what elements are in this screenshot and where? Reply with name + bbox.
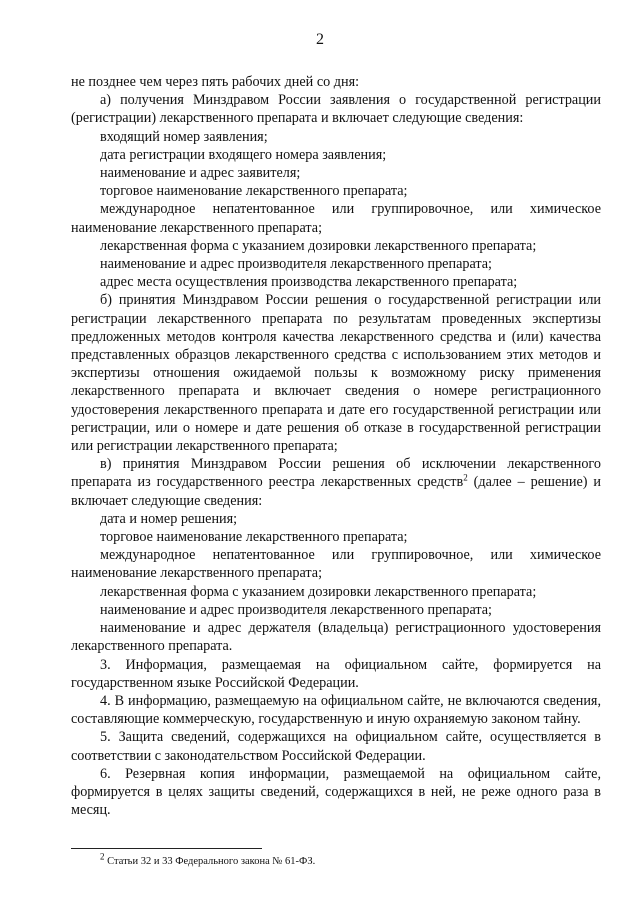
- paragraph-text: торговое наименование лекарственного препарата;: [100, 529, 408, 546]
- paragraph: [71, 455, 601, 510]
- paragraph: [71, 128, 601, 146]
- paragraph-text: наименование и адрес заявителя;: [100, 165, 301, 182]
- paragraph: [71, 237, 601, 255]
- paragraph-text: дата регистрации входящего номера заявления;: [100, 146, 387, 163]
- paragraph-text-continued: (далее – решение) и включает следующие сведения:: [71, 474, 602, 509]
- paragraph: [71, 619, 601, 655]
- paragraph: [71, 656, 601, 692]
- paragraph-text: международное непатентованное или группировочное, или химическое наименование лекарственного препарата;: [71, 201, 601, 236]
- paragraph: [71, 692, 601, 728]
- footnote-separator: [71, 848, 262, 849]
- paragraph: [71, 200, 601, 236]
- paragraph: [71, 91, 601, 127]
- paragraph: [71, 255, 601, 273]
- paragraph: [71, 510, 601, 528]
- paragraph-text: международное непатентованное или группировочное, или химическое наименование лекарственного препарата;: [71, 547, 601, 582]
- paragraph-text: наименование и адрес производителя лекарственного препарата;: [100, 601, 492, 618]
- paragraph: [71, 73, 601, 91]
- paragraph-text: входящий номер заявления;: [100, 128, 268, 145]
- paragraph-text: а) получения Минздравом России заявления о государственной регистрации (регистрации) лекарственного препарата и включает следующие сведения:: [71, 92, 601, 127]
- paragraph: [71, 601, 601, 619]
- document-body: [71, 73, 601, 819]
- paragraph-text: лекарственная форма с указанием дозировки лекарственного препарата;: [100, 237, 537, 254]
- paragraph: [71, 765, 601, 820]
- footnote-text: Статьи 32 и 33 Федерального закона № 61-ФЗ.: [104, 856, 316, 867]
- paragraph-text: б) принятия Минздравом России решения о государственной регистрации или регистрации лекарственного препарата по результатам проведенных экспертизы предложенных методов контроля качества лекарственного средства и (или) качества представленных образцов лекарственного средства с использованием этих методов и экспертизы отношения ожидаемой пользы к возможному риску применения лекарственного препарата и включает сведения о номере регистрационного удостоверения лекарственного препарата и дате его государственной регистрации или регистрации, или о номере и дате решения об отказе в государственной регистрации или регистрации лекарственного препарата;: [71, 292, 601, 455]
- paragraph: [71, 546, 601, 582]
- paragraph: [71, 528, 601, 546]
- paragraph-text: 5. Защита сведений, содержащихся на официальном сайте, осуществляется в соответствии с законодательством Российской Федерации.: [71, 729, 601, 764]
- paragraph-text: дата и номер решения;: [100, 510, 238, 527]
- paragraph-text: 3. Информация, размещаемая на официальном сайте, формируется на государственном языке Российской Федерации.: [71, 656, 601, 691]
- paragraph-text: торговое наименование лекарственного препарата;: [100, 183, 408, 200]
- page-number: 2: [316, 31, 324, 48]
- paragraph-text: лекарственная форма с указанием дозировки лекарственного препарата;: [100, 583, 537, 600]
- paragraph: [71, 728, 601, 764]
- paragraph: [71, 291, 601, 455]
- footnote: [100, 851, 600, 868]
- paragraph: [71, 583, 601, 601]
- paragraph-text: не позднее чем через пять рабочих дней со дня:: [71, 74, 360, 90]
- paragraph-text: наименование и адрес держателя (владельца) регистрационного удостоверения лекарственного препарата.: [71, 620, 601, 655]
- paragraph-text: 6. Резервная копия информации, размещаемой на официальном сайте, формируется в целях защиты сведений, содержащихся в ней, не реже одного раза в месяц.: [71, 765, 601, 819]
- paragraph-text: адрес места осуществления производства лекарственного препарата;: [100, 274, 518, 291]
- paragraph: [71, 164, 601, 182]
- paragraph-text: в) принятия Минздравом России решения об исключении лекарственного препарата из государственного реестра лекарственных средств: [71, 456, 601, 491]
- paragraph-text: 4. В информацию, размещаемую на официальном сайте, не включаются сведения, составляющие коммерческую, государственную и иную охраняемую законом тайну.: [71, 692, 601, 728]
- paragraph: [71, 273, 601, 291]
- paragraph-text: наименование и адрес производителя лекарственного препарата;: [100, 256, 492, 273]
- paragraph: [71, 146, 601, 164]
- footnote-reference: 2: [463, 472, 468, 483]
- footnote-mark: 2: [100, 851, 105, 862]
- paragraph: [71, 182, 601, 200]
